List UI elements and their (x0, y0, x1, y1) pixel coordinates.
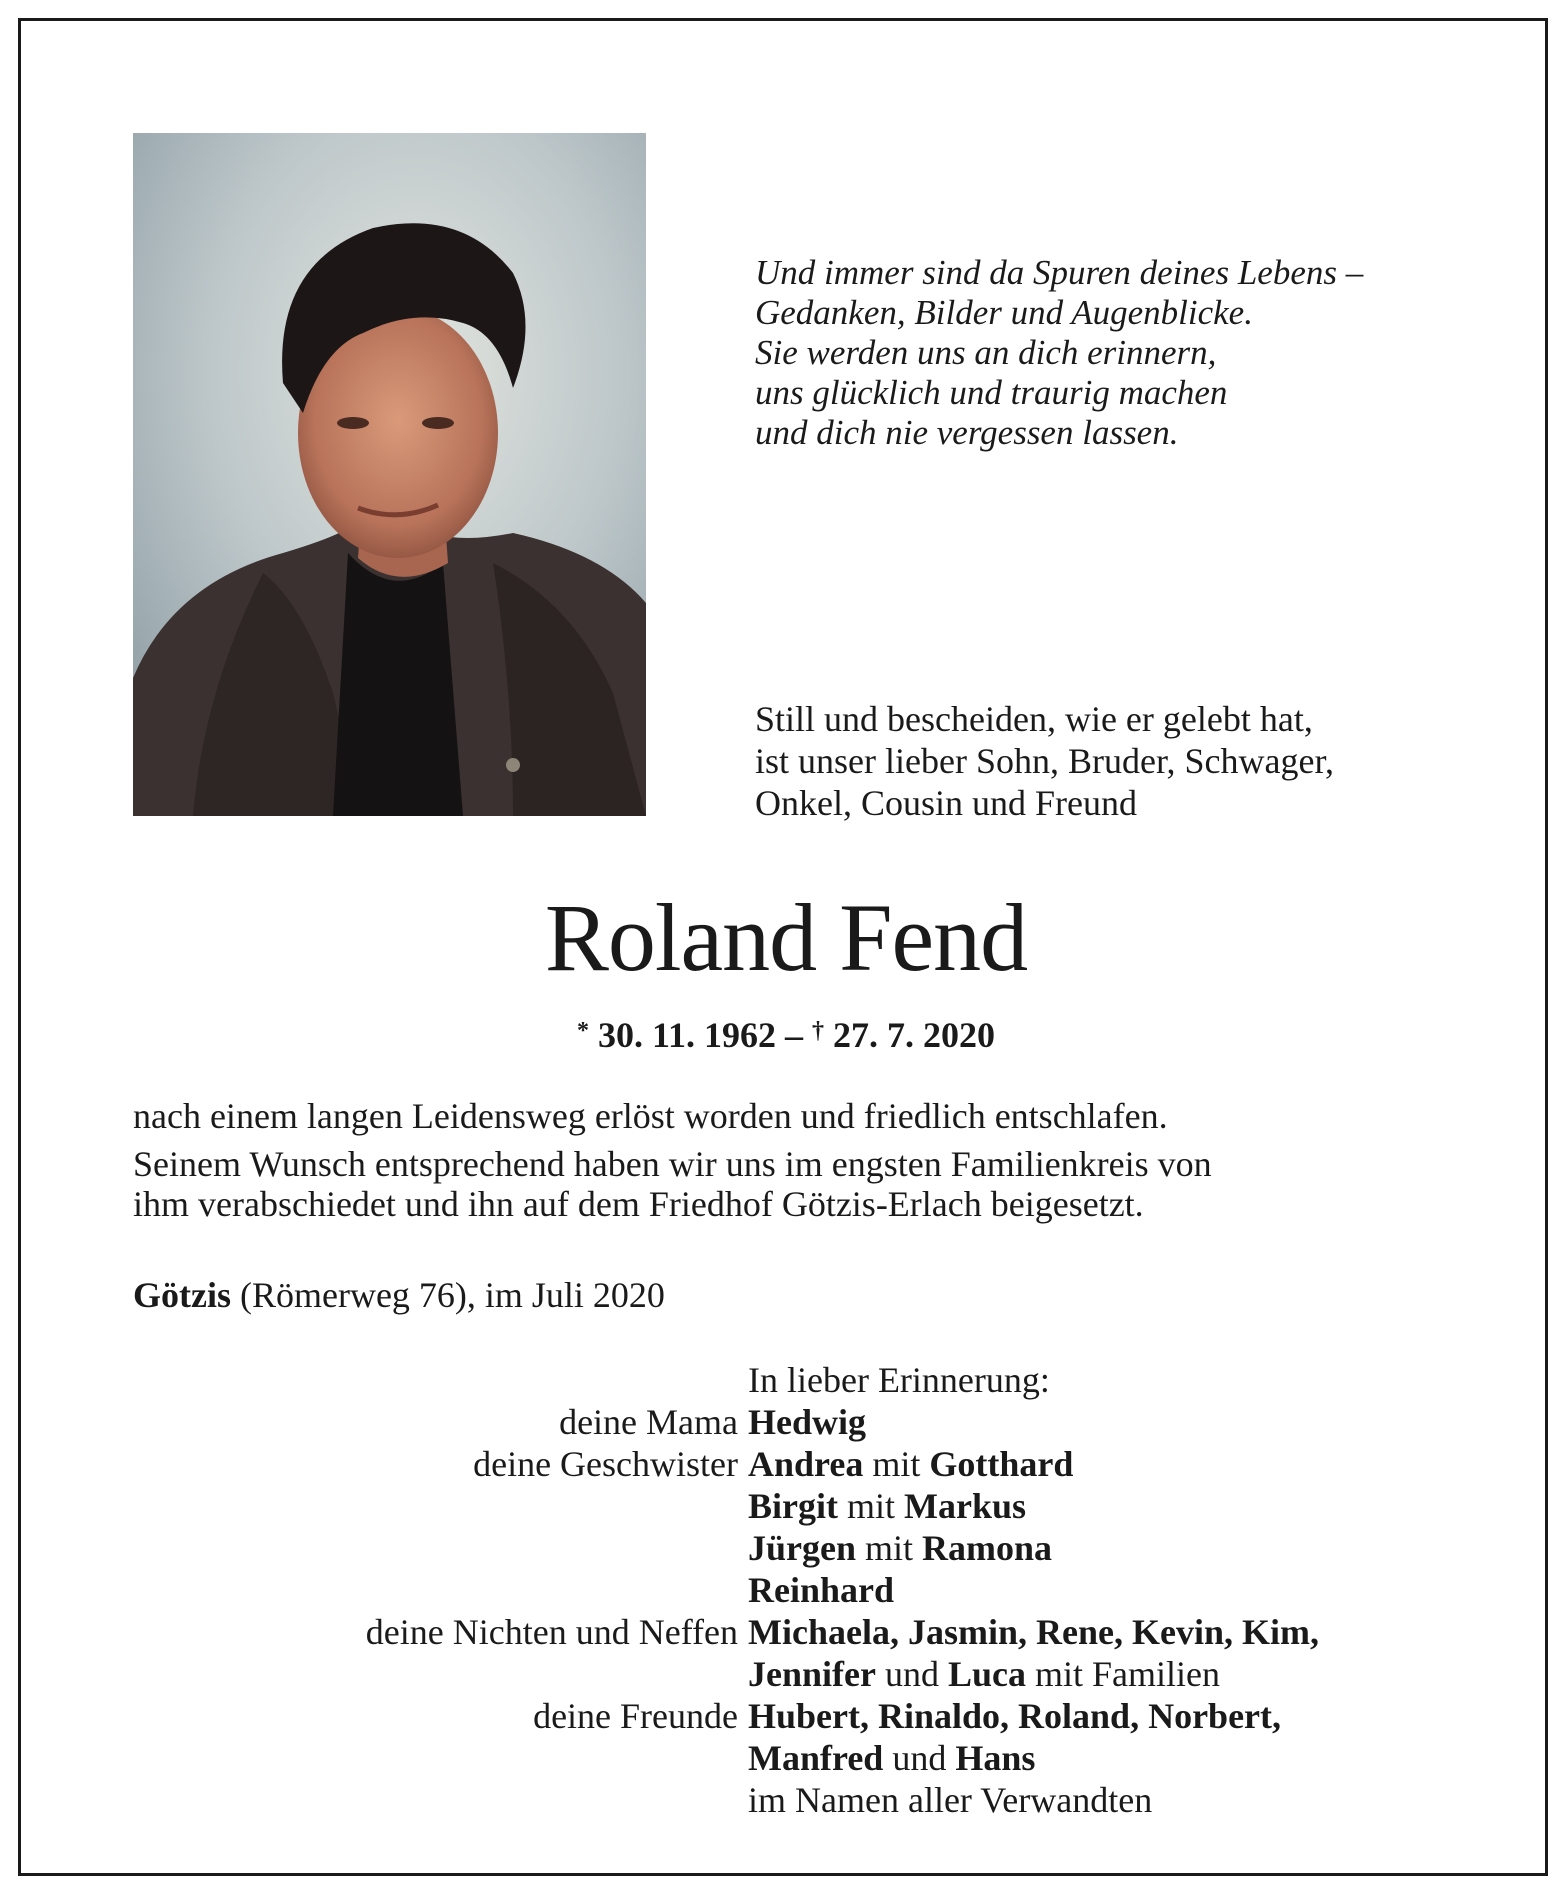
poem-line: uns glücklich und traurig machen (755, 373, 1228, 412)
poem-line: Und immer sind da Spuren deines Lebens – (755, 253, 1364, 292)
place-town: Götzis (133, 1275, 231, 1315)
closing-line: im Namen aller Verwandten (748, 1780, 1153, 1820)
mourner-row-friends (133, 1695, 1473, 1737)
mourner-name: Hedwig (748, 1402, 867, 1442)
mourner-name: Andrea (748, 1444, 864, 1484)
birth-date: 30. 11. 1962 (597, 1015, 776, 1055)
poem-line: Sie werden uns an dich erinnern, (755, 333, 1217, 372)
mourner-name: Luca (947, 1654, 1026, 1694)
date-dash: – (785, 1015, 803, 1055)
obituary-frame (18, 18, 1548, 1876)
connector: mit Familien (1034, 1654, 1220, 1694)
relation-label: deine Nichten und Neffen (365, 1612, 738, 1652)
connector: mit (872, 1444, 921, 1484)
connector: und (892, 1738, 947, 1778)
mourner-name: Hans (955, 1738, 1036, 1778)
intro-line: Still und bescheiden, wie er gelebt hat, (755, 699, 1313, 739)
body-line: nach einem langen Leidensweg erlöst worden und friedlich entschlafen. (133, 1096, 1168, 1136)
death-date: 27. 7. 2020 (833, 1015, 995, 1055)
mourner-names: Michaela, Jasmin, Rene, Kevin, Kim, (748, 1612, 1319, 1652)
poem-line: Gedanken, Bilder und Augenblicke. (755, 293, 1253, 332)
relation-label: deine Geschwister (473, 1444, 738, 1484)
connector: mit (865, 1528, 914, 1568)
mourner-names: Hubert, Rinaldo, Roland, Norbert, (748, 1696, 1282, 1736)
portrait-photo (133, 133, 646, 816)
intro-line: ist unser lieber Sohn, Bruder, Schwager, (755, 741, 1334, 781)
mourner-name: Markus (904, 1486, 1027, 1526)
mourner-name: Ramona (922, 1528, 1053, 1568)
poem-line: und dich nie vergessen lassen. (755, 413, 1179, 452)
intro-line: Onkel, Cousin und Freund (755, 783, 1137, 823)
obituary-body (133, 1096, 1473, 1232)
mourner-name: Birgit (748, 1486, 838, 1526)
mourner-row-siblings (133, 1443, 1473, 1485)
mourners-heading: In lieber Erinnerung: (748, 1360, 1050, 1400)
life-dates (21, 1014, 1551, 1056)
mourners-list (133, 1359, 1473, 1821)
connector: und (884, 1654, 939, 1694)
relation-label: deine Freunde (533, 1696, 738, 1736)
place-date (133, 1274, 665, 1316)
intro-text (755, 698, 1334, 824)
mourner-row-mama (133, 1401, 1473, 1443)
mourner-name: Manfred (748, 1738, 884, 1778)
connector: mit (846, 1486, 895, 1526)
mourner-name: Reinhard (748, 1570, 895, 1610)
mourner-row-nieces (133, 1611, 1473, 1653)
deceased-name: Roland Fend (544, 884, 1028, 991)
mourner-name: Jürgen (748, 1528, 856, 1568)
mourner-name: Jennifer (748, 1654, 876, 1694)
mourner-name: Gotthard (929, 1444, 1074, 1484)
death-symbol: † (812, 1018, 824, 1044)
body-line: ihm verabschiedet und ihn auf dem Friedhof Götzis-Erlach beigesetzt. (133, 1184, 1144, 1224)
birth-symbol: * (576, 1018, 589, 1044)
body-line: Seinem Wunsch entsprechend haben wir uns im engsten Familienkreis von (133, 1144, 1212, 1184)
memorial-poem (755, 253, 1363, 453)
place-detail: (Römerweg 76), im Juli 2020 (239, 1275, 665, 1315)
relation-label: deine Mama (559, 1402, 738, 1442)
